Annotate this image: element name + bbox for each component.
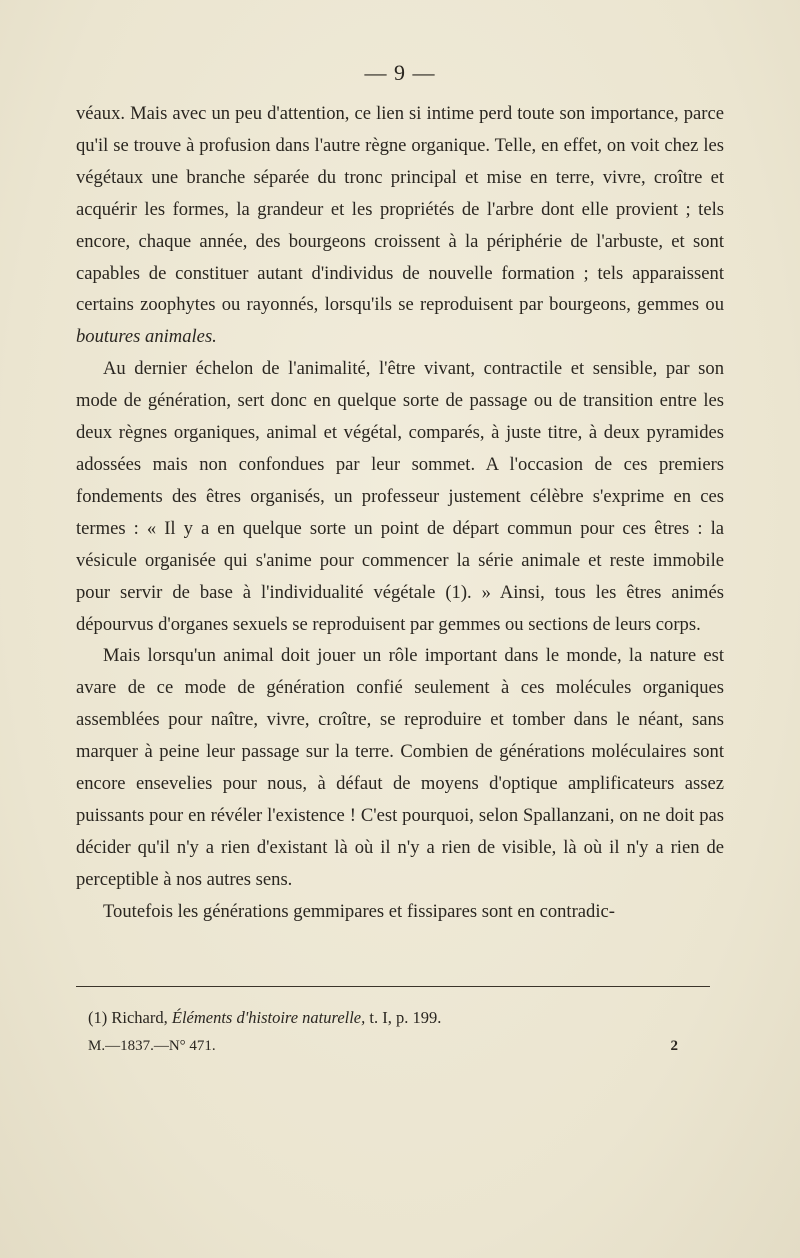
paragraph <box>76 353 724 640</box>
paragraph <box>76 896 724 928</box>
signature-mark: 2 <box>670 1038 678 1054</box>
body-text <box>76 98 724 928</box>
italic-text: boutures animales. <box>76 326 217 348</box>
paragraph <box>76 640 724 895</box>
paragraph <box>76 98 724 353</box>
text-run: véaux. Mais avec un peu d'attention, ce lien si intime perd toute son importance, parce qu'il se trouve à profusion dans l'autre règne organique. Telle, en effet, on voit chez les végétaux une branche séparée du tronc principal et mise en terre, vivre, croître et acquérir les formes, la grandeur et les propriétés de l'arbre dont elle provient ; tels encore, chaque année, des bourgeons croissent à la périphérie de l'arbuste, et sont capables de constituer autant d'individus de nouvelle formation ; tels apparaissent certains zoophytes ou rayonnés, lorsqu'ils se reproduisent par bourgeons, gemmes ou <box>76 103 724 316</box>
footnote-prefix: (1) Richard, <box>88 1008 172 1027</box>
imprint-code: M.—1837.—N° 471. <box>88 1038 216 1054</box>
footnote-title: Éléments d'histoire naturelle, <box>171 1008 366 1027</box>
text-run: Mais lorsqu'un animal doit jouer un rôle important dans le monde, la nature est avare de ce mode de génération confié seulement à ces molécules organiques assemblées pour naître, vivre, croître, se reproduire et tomber dans le néant, sans marquer à peine leur passage sur la terre. Combien de générations moléculaires sont encore ensevelies pour nous, à défaut de moyens d'optique amplificateurs assez puissants pour en révéler l'existence ! C'est pourquoi, selon Spallanzani, on ne doit pas décider qu'il n'y a rien d'existant là où il n'y a rien de visible, là où il n'y a rien de perceptible à nos autres sens. <box>76 645 724 890</box>
text-run: Toutefois les générations gemmipares et fissipares sont en contradic- <box>103 900 615 922</box>
imprint-line <box>88 1034 718 1058</box>
page-number: — 9 — <box>364 60 436 85</box>
footnote-rule <box>76 986 710 987</box>
text-run: Au dernier échelon de l'animalité, l'être vivant, contractile et sensible, par son mode de génération, sert donc en quelque sorte de passage ou de transition entre les deux règnes organiques, animal et végétal, comparés, à juste titre, à deux pyramides adossées mais non confondues par leur sommet. A l'occasion de ces premiers fondements des êtres organisés, un professeur justement célèbre s'exprime en ces termes : « Il y a en quelque sorte un point de départ commun pour ces êtres : la vésicule organisée qui s'anime pour commencer la série animale et reste immobile pour servir de base à l'individualité végétale (1). » Ainsi, tous les êtres animés dépourvus d'organes sexuels se reproduisent par gemmes ou sections de leurs corps. <box>76 358 724 635</box>
footnote <box>88 1006 718 1030</box>
footnote-suffix: t. I, p. 199. <box>365 1008 442 1027</box>
